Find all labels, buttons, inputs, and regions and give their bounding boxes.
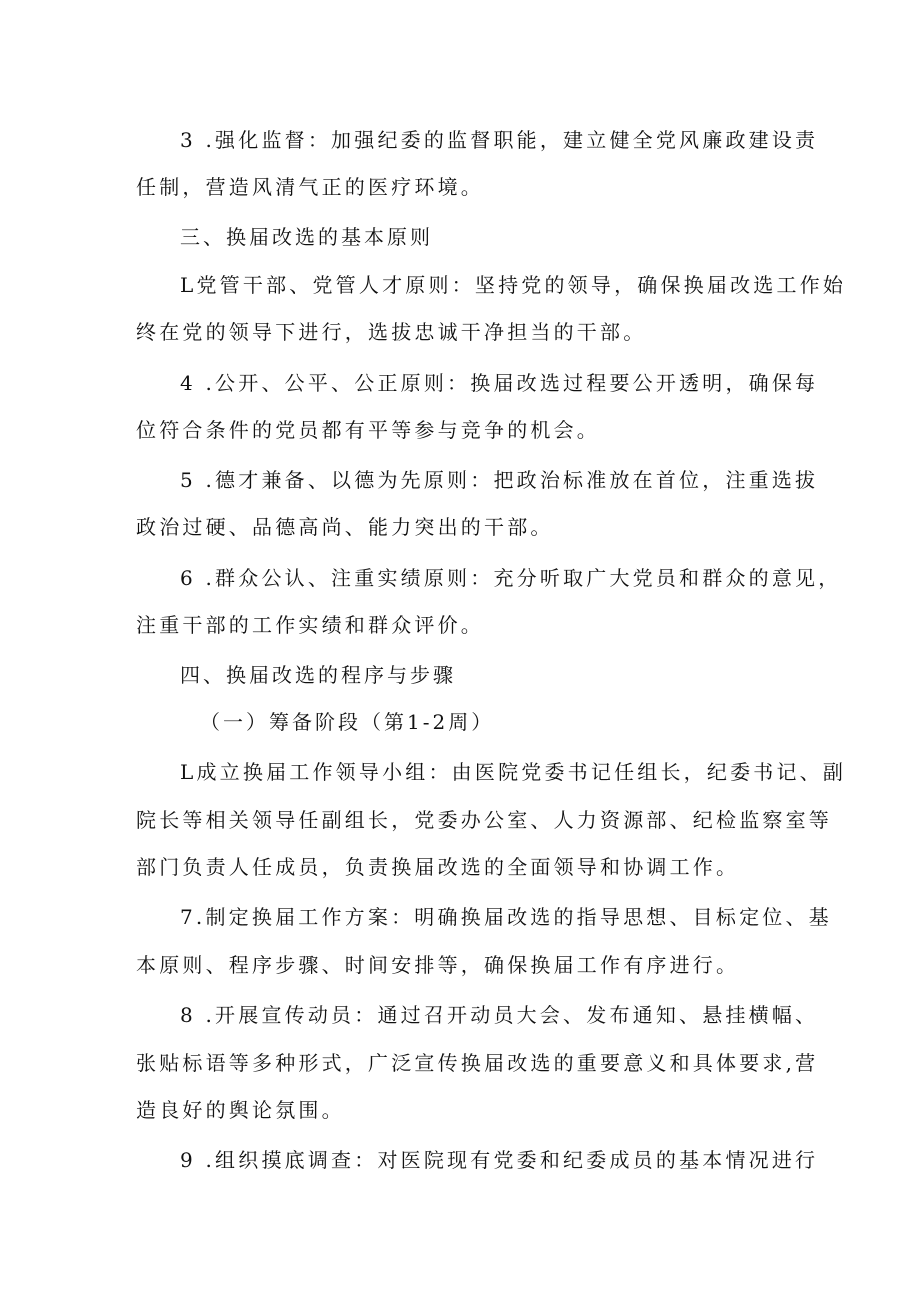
principle-5-line-1: 5 .德才兼备、以德为先原则：把政治标准放在首位，注重选拔	[180, 468, 819, 492]
step-8-line-1: 8 .开展宣传动员：通过召开动员大会、发布通知、悬挂横幅、	[180, 1003, 819, 1027]
principle-5-line-2: 政治过硬、品德高尚、能力突出的干部。	[136, 515, 554, 539]
step-1-line-3: 部门负责人任成员，负责换届改选的全面领导和协调工作。	[136, 855, 740, 879]
paragraph-3-line-2: 任制，营造风清气正的医疗环境。	[136, 175, 484, 199]
step-7-line-1: 7.制定换届工作方案：明确换届改选的指导思想、目标定位、基	[180, 905, 832, 929]
section-heading-3: 三、换届改选的基本原则	[180, 225, 433, 249]
principle-4-line-2: 位符合条件的党员都有平等参与竞争的机会。	[136, 418, 600, 442]
principle-1-line-2: 终在党的领导下进行，选拔忠诚干净担当的干部。	[136, 320, 647, 344]
principle-4-line-1: 4 .公开、公平、公正原则：换届改选过程要公开透明，确保每	[180, 371, 819, 395]
step-9-line-1: 9 .组织摸底调查：对医院现有党委和纪委成员的基本情况进行	[180, 1148, 819, 1172]
step-7-line-2: 本原则、程序步骤、时间安排等，确保换届工作有序进行。	[136, 953, 740, 977]
paragraph-3-line-1: 3 .强化监督：加强纪委的监督职能，建立健全党风廉政建设责	[180, 128, 819, 152]
step-1-line-2: 院长等相关领导任副组长，党委办公室、人力资源部、纪检监察室等	[136, 808, 832, 832]
subsection-heading-1: （一）筹备阶段（第1-2周）	[200, 710, 495, 734]
principle-6-line-1: 6 .群众公认、注重实绩原则：充分听取广大党员和群众的意见，	[180, 566, 842, 590]
principle-1-line-1: L党管干部、党管人才原则：坚持党的领导，确保换届改选工作始	[180, 273, 847, 297]
principle-6-line-2: 注重干部的工作实绩和群众评价。	[136, 613, 484, 637]
section-heading-4: 四、换届改选的程序与步骤	[180, 663, 456, 687]
step-1-line-1: L成立换届工作领导小组：由医院党委书记任组长，纪委书记、副	[180, 760, 847, 784]
step-8-line-3: 造良好的舆论氛围。	[136, 1098, 345, 1122]
step-8-line-2: 张贴标语等多种形式，广泛宣传换届改选的重要意义和具体要求,营	[136, 1051, 819, 1075]
